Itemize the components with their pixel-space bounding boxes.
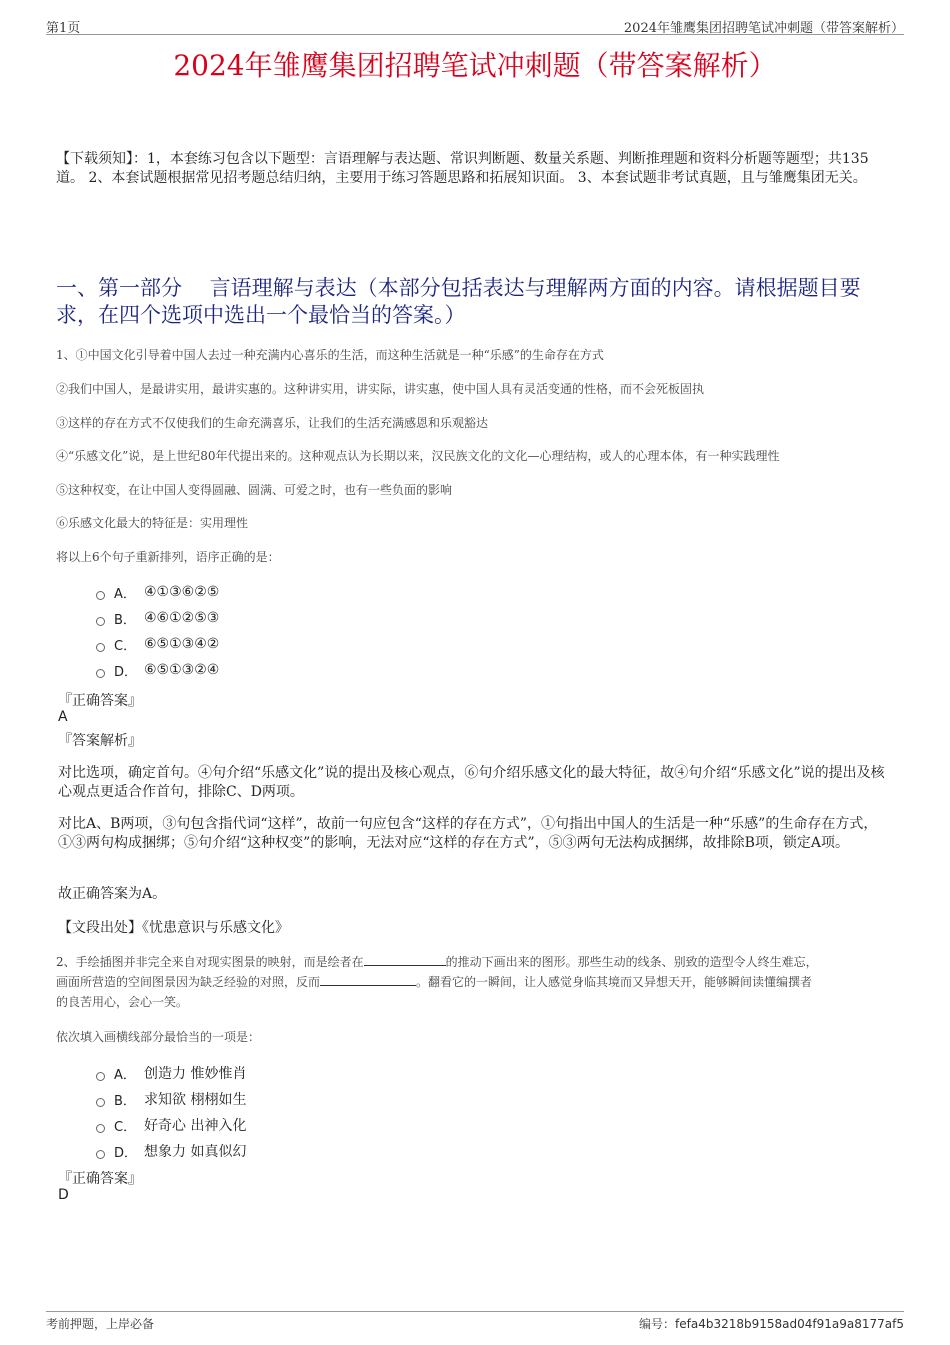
header-page-number: 第1页	[46, 21, 81, 36]
option-letter: C．	[114, 1119, 137, 1135]
option-text: ⑥⑤①③④②	[144, 636, 220, 652]
q1-line-2: ②我们中国人，是最讲实用，最讲实惠的。这种讲实用，讲实际，讲实惠，使中国人具有灵活变通的性格，而不会死板固执	[56, 382, 705, 396]
q2-stem	[56, 952, 896, 1012]
option-letter: B．	[114, 1093, 136, 1109]
q1-line-1: 1、①中国文化引导着中国人去过一种充满内心喜乐的生活，而这种生活就是一种“乐感”的生命存在方式	[56, 348, 604, 362]
header-divider	[46, 34, 904, 35]
download-notice: 【下载须知】：1，本套练习包含以下题型：言语理解与表达题、常识判断题、数量关系题、判断推理题和资料分析题等题型；共135道。 2、本套试题根据常见招考题总结归纳，主要用于练习答题思路和拓展知识面。 3、本套试题非考试真题，且与雏鹰集团无关。	[56, 151, 869, 186]
q1-source: 【文段出处】《忧患意识与乐感文化》	[58, 920, 289, 936]
fill-blank-2	[320, 973, 416, 986]
q1-answer: A	[58, 709, 68, 725]
q2-stem-line-3: 的良苦用心，会心一笑。	[56, 995, 189, 1009]
q1-analysis-para-3: 故正确答案为A。	[58, 886, 167, 902]
option-text: ④⑥①②⑤③	[144, 610, 220, 626]
q1-answer-label: 『正确答案』	[58, 693, 142, 709]
option-text: ④①③⑥②⑤	[144, 584, 220, 600]
option-letter: A．	[114, 586, 136, 602]
header-doc-title: 2024年雏鹰集团招聘笔试冲刺题（带答案解析）	[623, 21, 904, 36]
q2-options	[96, 1060, 246, 1164]
q2-option-c[interactable]	[96, 1112, 246, 1138]
q2-stem-line-2: 画面所营造的空间图景因为缺乏经验的对照，反而 。翻看它的一瞬间，让人感觉身临其境而又异想天开，能够瞬间读懂编撰者	[56, 975, 813, 989]
q1-line-6: ⑥乐感文化最大的特征是：实用理性	[56, 516, 249, 530]
option-letter: A．	[114, 1067, 136, 1083]
q1-line-4: ④“乐感文化”说，是上世纪80年代提出来的。这种观点认为长期以来，汉民族文化的文化—心理结构，或人的心理本体，有一种实践理性	[56, 449, 780, 463]
q1-option-d[interactable]	[96, 657, 219, 683]
radio-button[interactable]	[96, 591, 105, 600]
fill-blank-1	[364, 953, 446, 966]
option-letter: C．	[114, 638, 137, 654]
q1-prompt: 将以上6个句子重新排列，语序正确的是：	[56, 550, 280, 564]
q1-analysis-para-1: 对比选项，确定首句。④句介绍“乐感文化”说的提出及核心观点，⑥句介绍乐感文化的最大特征，故④句介绍“乐感文化”说的提出及核心观点更适合作首句，排除C、D两项。	[58, 765, 885, 800]
q2-option-d[interactable]	[96, 1138, 246, 1164]
page-title: 2024年雏鹰集团招聘笔试冲刺题（带答案解析）	[173, 49, 777, 82]
q2-answer-label: 『正确答案』	[58, 1171, 142, 1187]
option-letter: B．	[114, 612, 136, 628]
q2-answer: D	[58, 1187, 69, 1203]
q2-stem-line-1: 2、手绘插图并非完全来自对现实图景的映射，而是绘者在 的推动下画出来的图形。那些生动的线条、别致的造型令人终生难忘，	[56, 955, 818, 969]
footer-doc-id: 编号：fefa4b3218b9158ad04f91a9a8177af5	[639, 1317, 904, 1331]
option-letter: D．	[114, 1145, 138, 1161]
radio-button[interactable]	[96, 669, 105, 678]
option-letter: D．	[114, 664, 138, 680]
option-text: 想象力 如真似幻	[144, 1144, 247, 1160]
option-text: 好奇心 出神入化	[144, 1118, 247, 1134]
q1-options	[96, 579, 219, 683]
q1-analysis-para-2: 对比A、B两项，③句包含指代词“这样”，故前一句应包含“这样的存在方式”，①句指出中国人的生活是一种“乐感”的生命存在方式，①③两句构成捆绑；⑤句介绍“这种权变”的影响，无法对应“这样的存在方式”，⑤③两句无法构成捆绑，故排除B项，锁定A项。	[58, 816, 878, 851]
q2-prompt: 依次填入画横线部分最恰当的一项是：	[56, 1030, 261, 1044]
radio-button[interactable]	[96, 1072, 105, 1081]
footer-divider	[46, 1311, 904, 1312]
radio-button[interactable]	[96, 1124, 105, 1133]
radio-button[interactable]	[96, 617, 105, 626]
option-text: ⑥⑤①③②④	[144, 662, 220, 678]
option-text: 创造力 惟妙惟肖	[144, 1066, 247, 1082]
option-text: 求知欲 栩栩如生	[144, 1092, 247, 1108]
section-heading: 一、第一部分 言语理解与表达（本部分包括表达与理解两方面的内容。请根据题目要求，在四个选项中选出一个最恰当的答案。）	[56, 276, 861, 327]
q1-option-b[interactable]	[96, 605, 219, 631]
q1-line-3: ③这样的存在方式不仅使我们的生命充满喜乐，让我们的生活充满感恩和乐观豁达	[56, 416, 489, 430]
footer-slogan: 考前押题，上岸必备	[46, 1317, 155, 1331]
q2-option-a[interactable]	[96, 1060, 246, 1086]
q1-line-5: ⑤这种权变，在让中国人变得圆融、圆满、可爱之时，也有一些负面的影响	[56, 483, 453, 497]
radio-button[interactable]	[96, 643, 105, 652]
radio-button[interactable]	[96, 1098, 105, 1107]
q2-option-b[interactable]	[96, 1086, 246, 1112]
q1-option-a[interactable]	[96, 579, 219, 605]
radio-button[interactable]	[96, 1150, 105, 1159]
q1-option-c[interactable]	[96, 631, 219, 657]
q1-analysis-label: 『答案解析』	[58, 733, 142, 749]
